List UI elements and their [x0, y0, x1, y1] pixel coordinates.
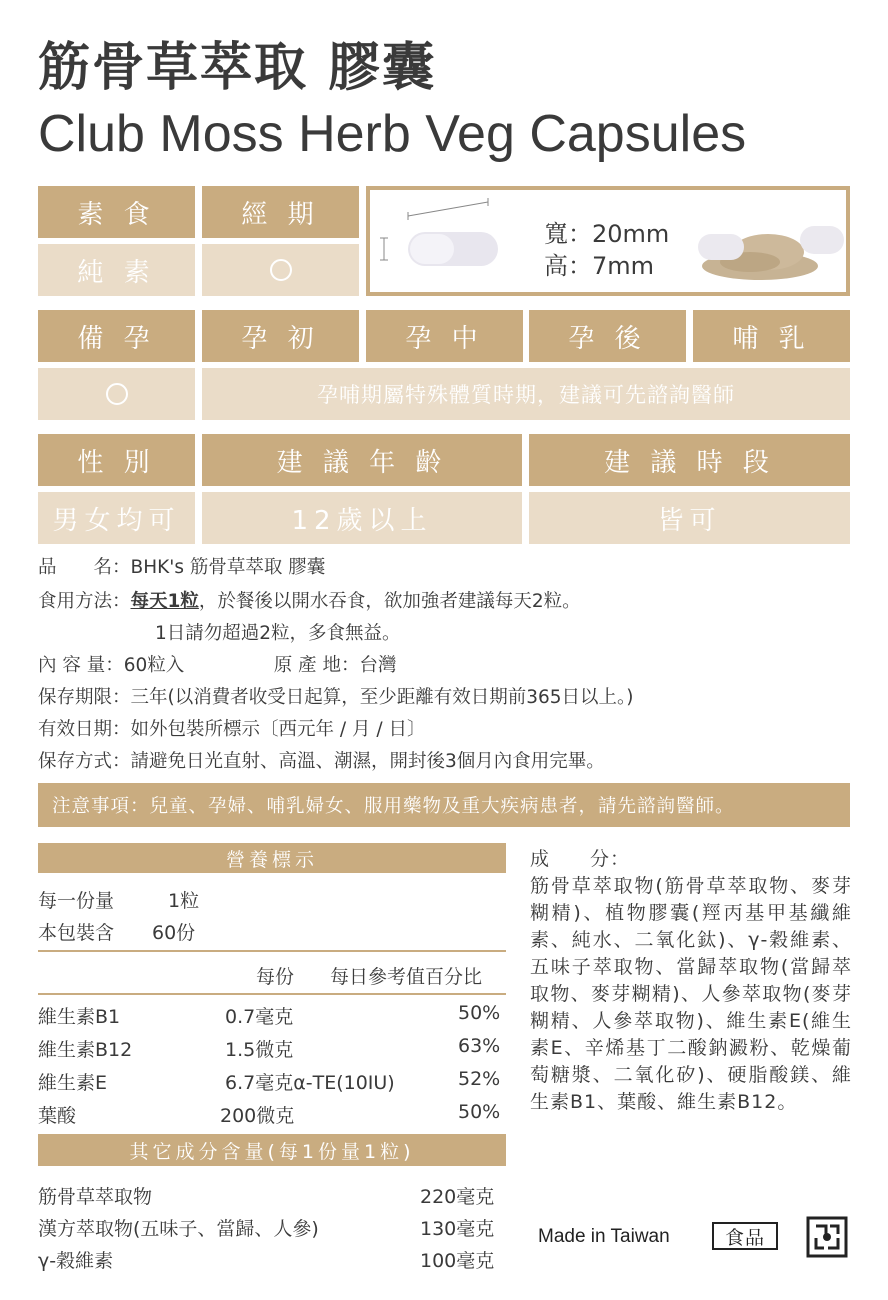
pregnancy-note: 孕哺期屬特殊體質時期，建議可先諮詢醫師 — [202, 368, 850, 420]
other-amount: 100毫克 — [420, 1250, 495, 1272]
time-header: 建 議 時 段 — [529, 434, 850, 486]
breastfeeding-header: 哺 乳 — [693, 310, 850, 362]
nutrient-pct: 50% — [458, 1101, 501, 1123]
gender-value: 男女均可 — [38, 492, 195, 544]
nutrient-amount: 1.5微克 — [225, 1039, 294, 1061]
food-label: 食品 — [712, 1222, 778, 1250]
info-storage: 保存方式：請避免日光直射、高溫、潮濕，開封後3個月內食用完畢。 — [38, 751, 605, 772]
made-in-taiwan: Made in Taiwan — [538, 1226, 670, 1247]
mid-pregnancy-header: 孕 中 — [366, 310, 523, 362]
period-header: 經 期 — [202, 186, 359, 238]
gender-header: 性 別 — [38, 434, 195, 486]
other-name: γ-穀維素 — [38, 1250, 114, 1272]
time-value: 皆可 — [529, 492, 850, 544]
usage-highlight: 每天1粒 — [130, 591, 199, 612]
nutrient-pct: 52% — [458, 1068, 501, 1090]
nutrient-amount: 0.7毫克 — [225, 1006, 294, 1028]
capsule-width: 寬：20mm — [544, 220, 670, 248]
count-value: 60份 — [152, 922, 196, 944]
other-amount: 220毫克 — [420, 1186, 495, 1208]
ok-circle-icon — [270, 259, 292, 281]
col-daily-value: 每日參考值百分比 — [330, 966, 483, 988]
vegan-header: 素 食 — [38, 186, 195, 238]
nutrient-name: 維生素B12 — [38, 1039, 133, 1061]
ok-circle-icon — [106, 383, 128, 405]
period-value — [202, 244, 359, 296]
other-name: 筋骨草萃取物 — [38, 1186, 153, 1208]
notice-bar: 注意事項：兒童、孕婦、哺乳婦女、服用藥物及重大疾病患者，請先諮詢醫師。 — [38, 783, 850, 827]
divider — [38, 993, 506, 995]
capsule-height: 高：7mm — [544, 252, 655, 280]
ingredients — [530, 846, 852, 1116]
other-ingredients-title: 其它成分含量(每1份量1粒) — [38, 1134, 506, 1166]
ingredients-title: 成 分： — [530, 848, 631, 870]
info-quantity: 內 容 量：60粒入 原 產 地：台灣 — [38, 655, 397, 676]
count-label: 本包裝含 — [38, 922, 115, 944]
age-header: 建 議 年 齡 — [202, 434, 522, 486]
nutrient-amount: 6.7毫克α-TE(10IU) — [225, 1072, 395, 1094]
info-shelf-life: 保存期限：三年(以消費者收受日起算，至少距離有效日期前365日以上。) — [38, 687, 634, 708]
ingredients-text: 筋骨草萃取物(筋骨草萃取物、麥芽糊精)、植物膠囊(羥丙基甲基纖維素、純水、二氧化鈦)、γ-穀維素、五味子萃取物、當歸萃取物(當歸萃取物、麥芽糊精)、人參萃取物(麥芽糊精、人參萃取物)、維生素E(維生素E、辛烯基丁二酸鈉澱粉、乾燥葡萄糖漿、二氧化矽)、硬脂酸鎂、維生素B1、葉酸、維生素B12。 — [530, 875, 852, 1113]
other-amount: 130毫克 — [420, 1218, 495, 1240]
info-expiry: 有效日期：如外包裝所標示〔西元年 / 月 / 日〕 — [38, 719, 426, 740]
info-usage: 食用方法：每天1粒，於餐後以開水吞食，欲加強者建議每天2粒。 — [38, 591, 581, 612]
early-pregnancy-header: 孕 初 — [202, 310, 359, 362]
col-per-serving: 每份 — [256, 966, 295, 988]
nutrient-name: 維生素E — [38, 1072, 108, 1094]
late-pregnancy-header: 孕 後 — [529, 310, 686, 362]
recycle-icon — [806, 1216, 848, 1258]
capsule-size-panel — [366, 186, 850, 296]
nutrition-title: 營養標示 — [38, 843, 506, 873]
nutrient-pct: 63% — [458, 1035, 501, 1057]
serving-label: 每一份量 — [38, 890, 115, 912]
info-usage-2: 1日請勿超過2粒，多食無益。 — [155, 623, 401, 644]
nutrient-name: 葉酸 — [38, 1105, 77, 1127]
product-title-en: Club Moss Herb Veg Capsules — [38, 105, 747, 163]
other-name: 漢方萃取物(五味子、當歸、人參) — [38, 1218, 319, 1240]
age-value: 12歲以上 — [202, 492, 522, 544]
nutrient-pct: 50% — [458, 1002, 501, 1024]
info-name: 品 名：BHK's 筋骨草萃取 膠囊 — [38, 557, 326, 578]
prep-pregnancy-value — [38, 368, 195, 420]
nutrient-amount: 200微克 — [220, 1105, 295, 1127]
product-title-zh: 筋骨草萃取 膠囊 — [38, 38, 437, 98]
nutrient-name: 維生素B1 — [38, 1006, 121, 1028]
serving-value: 1粒 — [168, 890, 200, 912]
prep-pregnancy-header: 備 孕 — [38, 310, 195, 362]
divider — [38, 950, 506, 952]
vegan-value: 純 素 — [38, 244, 195, 296]
